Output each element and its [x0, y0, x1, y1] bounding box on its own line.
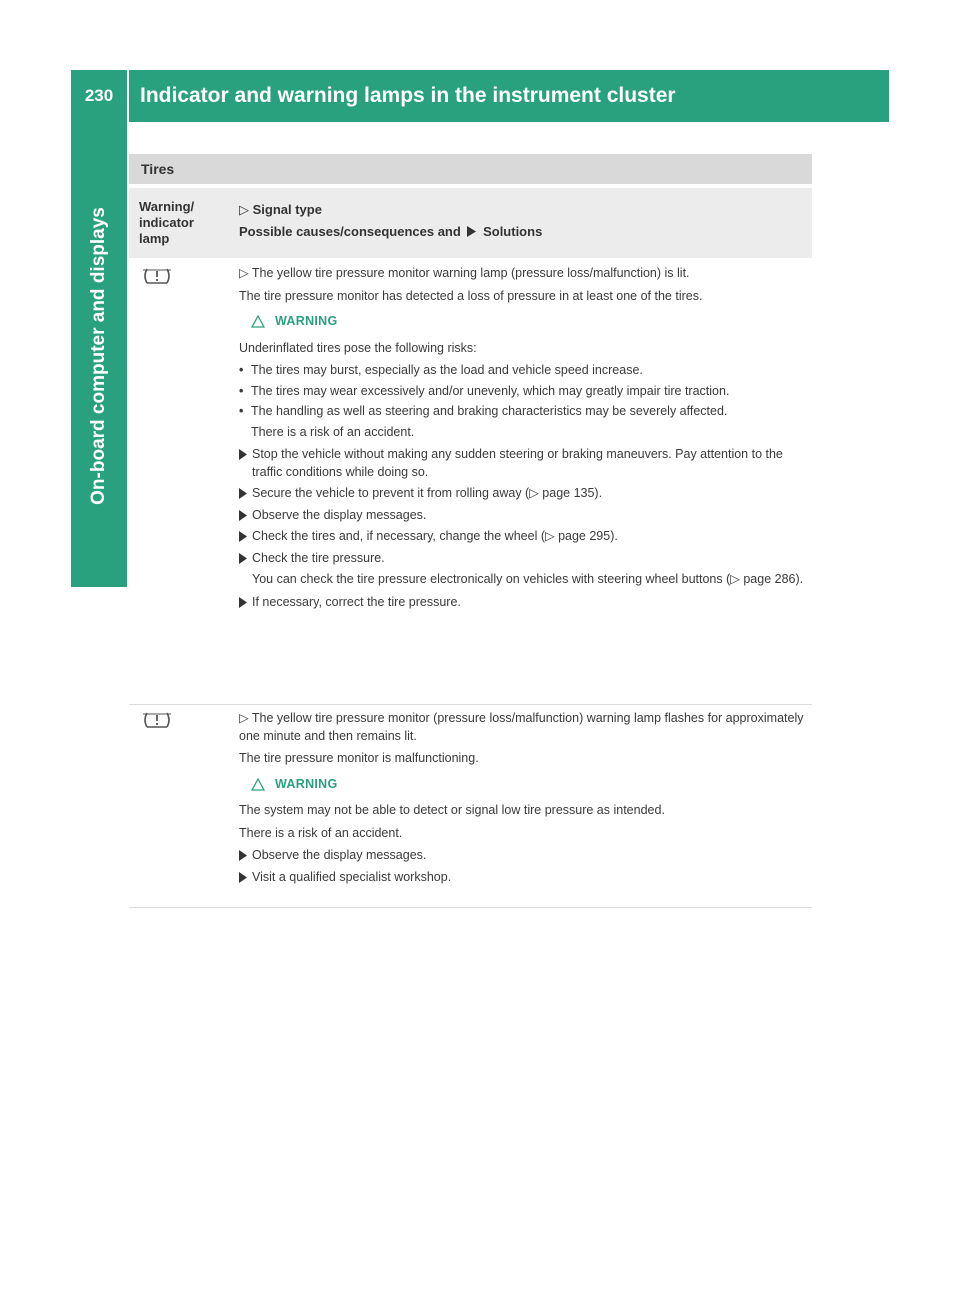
row-content — [239, 265, 811, 615]
chapter-side-label: On-board computer and displays — [88, 207, 109, 505]
column-header-solutions-text: Solutions — [483, 224, 543, 239]
section-title-text: Tires — [141, 161, 175, 177]
action-arrow-icon — [239, 528, 252, 546]
bullet-dot: • — [239, 383, 244, 398]
action-arrow-icon — [239, 446, 252, 481]
step-note-text: You can check the tire pressure electronically on vehicles with steering wheel buttons (▷ page 286). — [252, 572, 804, 586]
warning-conclusion-text: There is a risk of an accident. — [239, 825, 403, 840]
risk-conclusion-text: There is a risk of an accident. — [251, 424, 415, 439]
column-header-lamp-line: Warning/ — [139, 199, 195, 214]
action-arrow-icon — [239, 485, 252, 503]
column-header-signal-type: ▷ Signal type — [239, 202, 322, 217]
column-header-lamp-line: indicator — [139, 215, 194, 230]
column-header-description — [239, 199, 799, 244]
tire-pressure-warning-lamp-icon — [139, 266, 175, 286]
action-arrow-icon — [239, 507, 252, 525]
action-arrow-icon — [239, 847, 252, 865]
column-header-lamp — [139, 199, 221, 247]
risk-text: The tires may burst, especially as the load and vehicle speed increase. — [251, 363, 643, 377]
list-item — [239, 403, 811, 421]
list-item — [239, 869, 811, 887]
warning-label: WARNING — [275, 314, 338, 328]
page-number: 230 — [84, 86, 114, 105]
warning-heading — [239, 776, 811, 794]
section-title — [129, 154, 812, 184]
bullet-dot: • — [239, 363, 244, 377]
risk-intro-text: Underinflated tires pose the following risks: — [239, 340, 477, 355]
action-arrow-icon — [467, 222, 476, 244]
step-text: Check the tire pressure. — [252, 550, 385, 565]
tire-pressure-warning-lamp-icon — [139, 710, 175, 730]
cause-text: The tire pressure monitor is malfunctioning. — [239, 751, 479, 765]
action-arrow-icon — [239, 869, 252, 887]
warning-triangle-icon — [251, 315, 265, 328]
risk-text: The tires may wear excessively and/or unevenly, which may greatly impair tire traction. — [251, 383, 730, 398]
step-text: Visit a qualified specialist workshop. — [252, 869, 452, 884]
list-item — [239, 485, 811, 503]
bullet-dot: • — [239, 404, 244, 418]
list-item — [239, 446, 811, 481]
step-text: If necessary, correct the tire pressure. — [252, 594, 461, 609]
action-arrow-icon — [239, 594, 252, 612]
signal-type-text: ▷ The yellow tire pressure monitor (pressure loss/malfunction) warning lamp flashes for approximately one minute and then remains lit. — [239, 711, 804, 743]
row-content — [239, 710, 811, 890]
list-item — [239, 594, 811, 612]
list-item — [239, 362, 811, 380]
warning-text: The system may not be able to detect or signal low tire pressure as intended. — [239, 803, 665, 817]
warning-triangle-icon — [251, 778, 265, 791]
warning-heading — [239, 313, 811, 331]
table-row — [129, 258, 812, 705]
column-header-lamp-line: lamp — [139, 231, 170, 246]
risk-text: The handling as well as steering and braking characteristics may be severely affected. — [251, 404, 728, 418]
signal-type-text: ▷ The yellow tire pressure monitor warning lamp (pressure loss/malfunction) is lit. — [239, 266, 690, 280]
page-title: Indicator and warning lamps in the instrument cluster — [140, 84, 676, 107]
action-arrow-icon — [239, 550, 252, 568]
step-text: Stop the vehicle without making any sudden steering or braking maneuvers. Pay attention to the traffic conditions while doing so. — [252, 447, 783, 479]
column-header-causes-solutions — [239, 221, 799, 244]
step-text: Secure the vehicle to prevent it from rolling away (▷ page 135). — [252, 486, 603, 500]
table-row — [129, 704, 812, 908]
list-item — [239, 847, 811, 865]
list-item — [239, 528, 811, 546]
step-text: Check the tires and, if necessary, change the wheel (▷ page 295). — [252, 529, 618, 543]
cause-text: The tire pressure monitor has detected a loss of pressure in at least one of the tires. — [239, 288, 703, 303]
warning-label: WARNING — [275, 776, 338, 791]
step-text: Observe the display messages. — [252, 507, 427, 522]
step-text: Observe the display messages. — [252, 848, 427, 862]
header-divider — [127, 70, 129, 122]
table-header — [129, 188, 812, 258]
column-header-causes-text: Possible causes/consequences and — [239, 224, 461, 239]
list-item — [239, 550, 811, 568]
list-item — [239, 507, 811, 525]
list-item — [239, 383, 811, 401]
